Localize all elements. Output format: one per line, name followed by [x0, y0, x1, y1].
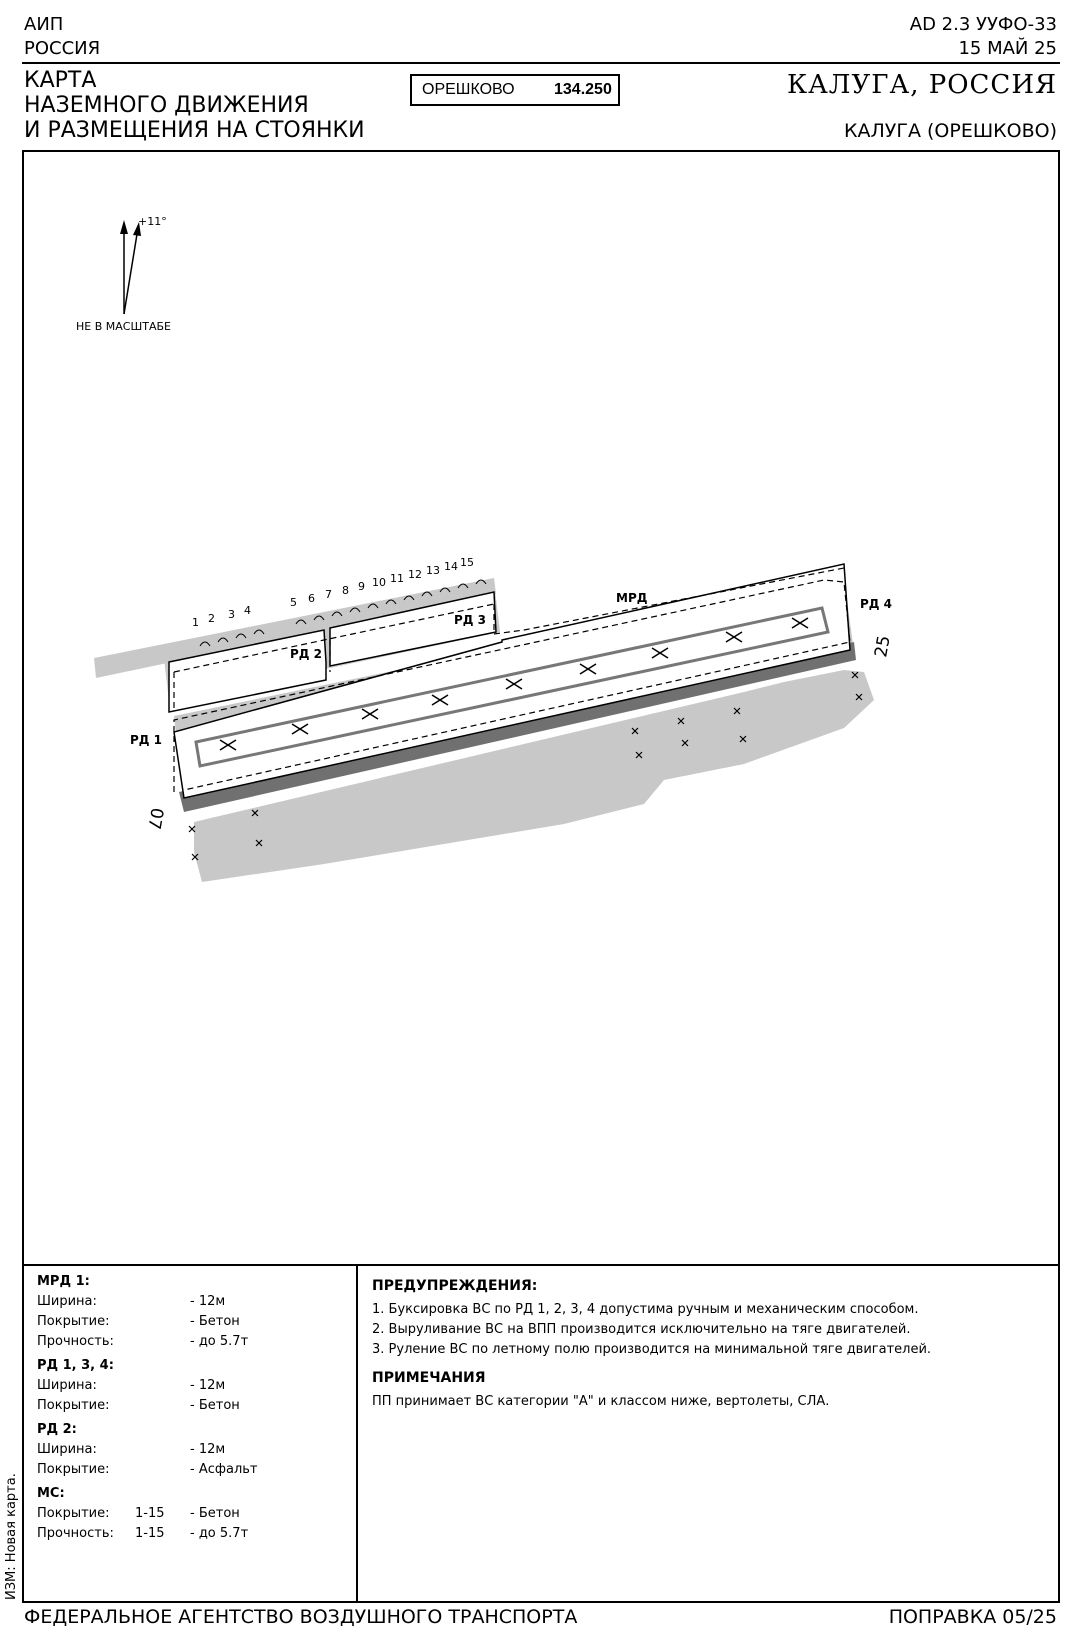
spec-range: [135, 1460, 190, 1480]
taxiway-label-rd4: РД 4: [860, 597, 893, 611]
spec-range: [135, 1440, 190, 1460]
spec-title: МРД 1:: [37, 1274, 90, 1289]
stand-number: 11: [390, 572, 404, 585]
warnings-panel: [372, 1276, 1052, 1412]
taxiway-label-rd1: РД 1: [130, 733, 163, 747]
spec-row: [37, 1504, 347, 1524]
warning-item: 3. Руление ВС по летному полю производится на минимальной тяге двигателей.: [372, 1342, 932, 1357]
spec-row: [37, 1396, 347, 1416]
chart-title-line1: КАРТА: [24, 68, 97, 93]
spec-value: - до 5.7т: [190, 1334, 249, 1349]
stand-number: 5: [290, 596, 297, 609]
stand-number: 10: [372, 576, 386, 589]
city-title: КАЛУГА, РОССИЯ: [786, 70, 1057, 100]
spec-title: РД 2:: [37, 1422, 77, 1437]
spec-key: Покрытие:: [37, 1314, 110, 1329]
scale-note: НЕ В МАСШТАБЕ: [76, 320, 171, 333]
chart-reference: AD 2.3 УУФО-33: [909, 14, 1057, 35]
footer-amendment: ПОПРАВКА 05/25: [888, 1606, 1057, 1628]
spec-row: [37, 1440, 347, 1460]
spec-range: [135, 1396, 190, 1416]
effective-date: 15 МАЙ 25: [958, 38, 1057, 59]
stand-number: 9: [358, 580, 365, 593]
runway-designator-07: 07: [143, 806, 167, 831]
spec-value: - 12м: [190, 1442, 226, 1457]
country-label: РОССИЯ: [24, 38, 101, 59]
specs-panel: [37, 1272, 347, 1544]
frequency-station: ОРЕШКОВО: [422, 81, 515, 98]
spec-range: [135, 1312, 190, 1332]
spec-title: МС:: [37, 1486, 65, 1501]
taxiway-label-mrd: МРД: [616, 591, 648, 605]
spec-value: - 12м: [190, 1378, 226, 1393]
spec-range: [135, 1332, 190, 1352]
amendment-note: ИЗМ: Новая карта.: [4, 1473, 19, 1600]
info-column-divider: [356, 1264, 358, 1602]
spec-key: Покрытие:: [37, 1462, 110, 1477]
chart-title-line2: НАЗЕМНОГО ДВИЖЕНИЯ: [24, 93, 309, 118]
spec-key: Ширина:: [37, 1378, 97, 1393]
spec-key: Покрытие:: [37, 1398, 110, 1413]
stand-number: 7: [325, 588, 332, 601]
stand-number: 12: [408, 568, 422, 581]
header-rule: [22, 62, 1060, 64]
spec-range: 1-15: [135, 1526, 165, 1541]
aerodrome-map: [24, 152, 1058, 1262]
spec-key: Прочность:: [37, 1334, 114, 1349]
notes-heading: ПРИМЕЧАНИЯ: [372, 1370, 486, 1386]
stand-number: 1: [192, 616, 199, 629]
footer-agency: ФЕДЕРАЛЬНОЕ АГЕНТСТВО ВОЗДУШНОГО ТРАНСПОРТА: [24, 1606, 578, 1628]
info-divider: [22, 1264, 1060, 1266]
spec-key: Прочность:: [37, 1526, 114, 1541]
spec-value: - Бетон: [190, 1314, 240, 1329]
spec-value: - до 5.7т: [190, 1526, 249, 1541]
airport-subtitle: КАЛУГА (ОРЕШКОВО): [844, 120, 1057, 142]
spec-range: [135, 1376, 190, 1396]
spec-key: Ширина:: [37, 1442, 97, 1457]
stand-number: 2: [208, 612, 215, 625]
frequency-value: 134.250: [554, 81, 612, 98]
magnetic-variation-label: +11°: [138, 215, 167, 228]
chart-title-line3: И РАЗМЕЩЕНИЯ НА СТОЯНКИ: [24, 118, 365, 143]
stand-number: 14: [444, 560, 458, 573]
stand-number: 13: [426, 564, 440, 577]
stand-number: 4: [244, 604, 251, 617]
spec-row: [37, 1460, 347, 1480]
spec-range: 1-15: [135, 1506, 165, 1521]
spec-range: [135, 1292, 190, 1312]
warning-item: 1. Буксировка ВС по РД 1, 2, 3, 4 допустима ручным и механическим способом.: [372, 1302, 919, 1317]
spec-row: [37, 1292, 347, 1312]
frequency-box: [410, 74, 620, 106]
north-arrow-icon: [120, 220, 141, 314]
spec-value: - 12м: [190, 1294, 226, 1309]
warning-item: 2. Выруливание ВС на ВПП производится исключительно на тяге двигателей.: [372, 1322, 911, 1337]
spec-value: - Бетон: [190, 1398, 240, 1413]
aip-label: АИП: [24, 14, 64, 35]
warnings-heading: ПРЕДУПРЕЖДЕНИЯ:: [372, 1278, 538, 1294]
stand-number: 8: [342, 584, 349, 597]
spec-row: [37, 1376, 347, 1396]
taxiway-label-rd3: РД 3: [454, 613, 487, 627]
stand-number: 15: [460, 556, 474, 569]
spec-title: РД 1, 3, 4:: [37, 1358, 114, 1373]
runway-designator-25: 25: [871, 634, 895, 659]
spec-key: Покрытие:: [37, 1506, 110, 1521]
stand-number: 3: [228, 608, 235, 621]
spec-key: Ширина:: [37, 1294, 97, 1309]
spec-row: [37, 1524, 347, 1544]
spec-value: - Бетон: [190, 1506, 240, 1521]
spec-row: [37, 1312, 347, 1332]
note-text: ПП принимает ВС категории "А" и классом ниже, вертолеты, СЛА.: [372, 1394, 830, 1409]
spec-row: [37, 1332, 347, 1352]
spec-value: - Асфальт: [190, 1462, 258, 1477]
taxiway-label-rd2: РД 2: [290, 647, 323, 661]
stand-number: 6: [308, 592, 315, 605]
